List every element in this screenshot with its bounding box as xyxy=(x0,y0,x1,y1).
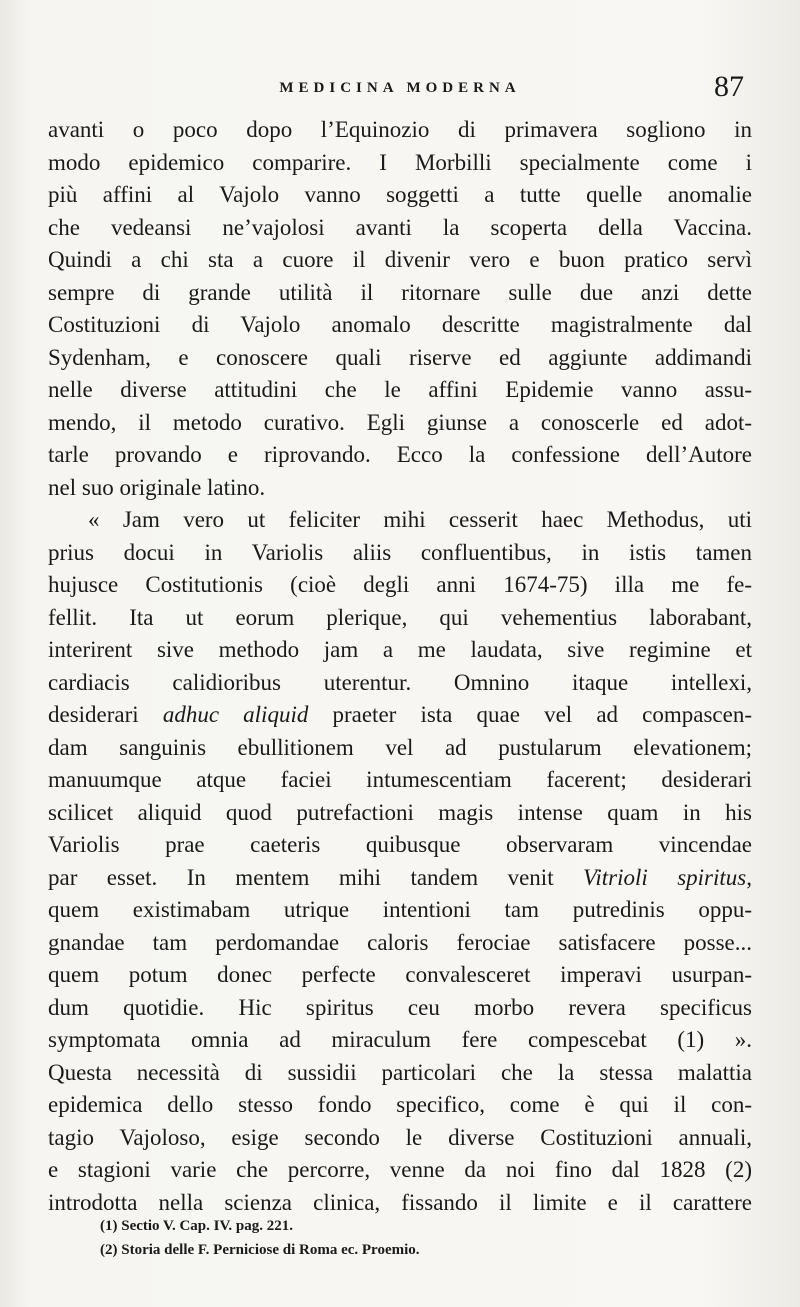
text-line xyxy=(48,862,752,895)
text-segment: praeter ista quae vel ad compascen- xyxy=(332,702,752,727)
text-line: Costituzioni di Vajolo anomalo descritte magistralmente dal xyxy=(48,312,752,337)
text-line: Questa necessità di sussidii particolari che la stessa malattia xyxy=(48,1059,752,1085)
text-line: nelle diverse attitudini che le affini Epidemie vanno assu- xyxy=(48,377,752,402)
text-line: modo epidemico comparire. I Morbilli specialmente come i xyxy=(48,149,752,175)
text-line: tarle provando e riprovando. Ecco la confessione dell’Autore xyxy=(48,442,752,467)
text-line: interirent sive methodo jam a me laudata, sive regimine et xyxy=(48,637,752,662)
italic-segment: adhuc aliquid xyxy=(162,702,309,727)
text-line: gnandae tam perdomandae caloris ferociae satisfacere posse... xyxy=(48,929,752,955)
text-line: quem potum donec perfecte convalesceret imperavi usurpan- xyxy=(48,962,752,987)
text-line: e stagioni varie che percorre, venne da noi fino dal 1828 (2) xyxy=(48,1157,752,1182)
text-segment: par esset. In mentem mihi tandem venit xyxy=(48,864,554,890)
text-line: Sydenham, e conoscere quali riserve ed aggiunte addimandi xyxy=(48,344,752,370)
text-segment: , xyxy=(746,864,752,890)
text-line: Variolis prae caeteris quibusque observaram vincendae xyxy=(48,832,752,857)
footnote: (2) Storia delle F. Perniciose di Roma ec. Proemio. xyxy=(100,1242,420,1258)
text-line: scilicet aliquid quod putrefactioni magis intense quam in his xyxy=(48,799,752,825)
text-line: dam sanguinis ebullitionem vel ad pustularum elevationem; xyxy=(48,734,752,760)
footnotes xyxy=(100,1214,720,1262)
text-line xyxy=(48,699,752,732)
text-line: mendo, il metodo curativo. Egli giunse a conoscerle ed adot- xyxy=(48,409,752,435)
text-line: che vedeansi ne’vajolosi avanti la scoperta della Vaccina. xyxy=(48,214,752,240)
body-text xyxy=(48,114,752,1219)
text-line: symptomata omnia ad miraculum fere compescebat (1) ». xyxy=(48,1027,752,1052)
text-line: sempre di grande utilità il ritornare sulle due anzi dette xyxy=(48,279,752,305)
text-line: « Jam vero ut feliciter mihi cesserit haec Methodus, uti xyxy=(88,507,752,532)
text-line: cardiacis calidioribus uterentur. Omnino itaque intellexi, xyxy=(48,669,752,695)
text-line: fellit. Ita ut eorum plerique, qui vehementius laborabant, xyxy=(48,604,752,630)
running-title: MEDICINA MODERNA xyxy=(279,80,521,96)
text-segment: desiderari xyxy=(48,702,139,727)
text-line: prius docui in Variolis aliis confluentibus, in istis tamen xyxy=(48,539,752,565)
text-line: tagio Vajoloso, esige secondo le diverse Costituzioni annuali, xyxy=(48,1124,752,1150)
page-number: 87 xyxy=(714,70,744,103)
text-line: introdotta nella scienza clinica, fissando il limite e il carattere xyxy=(48,1189,752,1215)
text-line: dum quotidie. Hic spiritus ceu morbo revera specificus xyxy=(48,994,752,1020)
text-line: epidemica dello stesso fondo specifico, come è qui il con- xyxy=(48,1092,752,1117)
text-line: avanti o poco dopo l’Equinozio di primavera sogliono in xyxy=(48,117,752,142)
text-line: Quindi a chi sta a cuore il divenir vero e buon pratico servì xyxy=(48,247,752,272)
text-line: hujusce Costitutionis (cioè degli anni 1674-75) illa me fe- xyxy=(48,572,752,597)
page-header xyxy=(48,70,752,110)
italic-segment: Vitrioli spiritus xyxy=(583,864,747,890)
text-line: quem existimabam utrique intentioni tam putredinis oppu- xyxy=(48,897,752,922)
text-line: più affini al Vajolo vanno soggetti a tutte quelle anomalie xyxy=(48,182,752,207)
footnote: (1) Sectio V. Cap. IV. pag. 221. xyxy=(100,1218,293,1234)
text-line: manuumque atque faciei intumescentiam facerent; desiderari xyxy=(48,767,752,792)
text-line: nel suo originale latino. xyxy=(48,474,266,500)
